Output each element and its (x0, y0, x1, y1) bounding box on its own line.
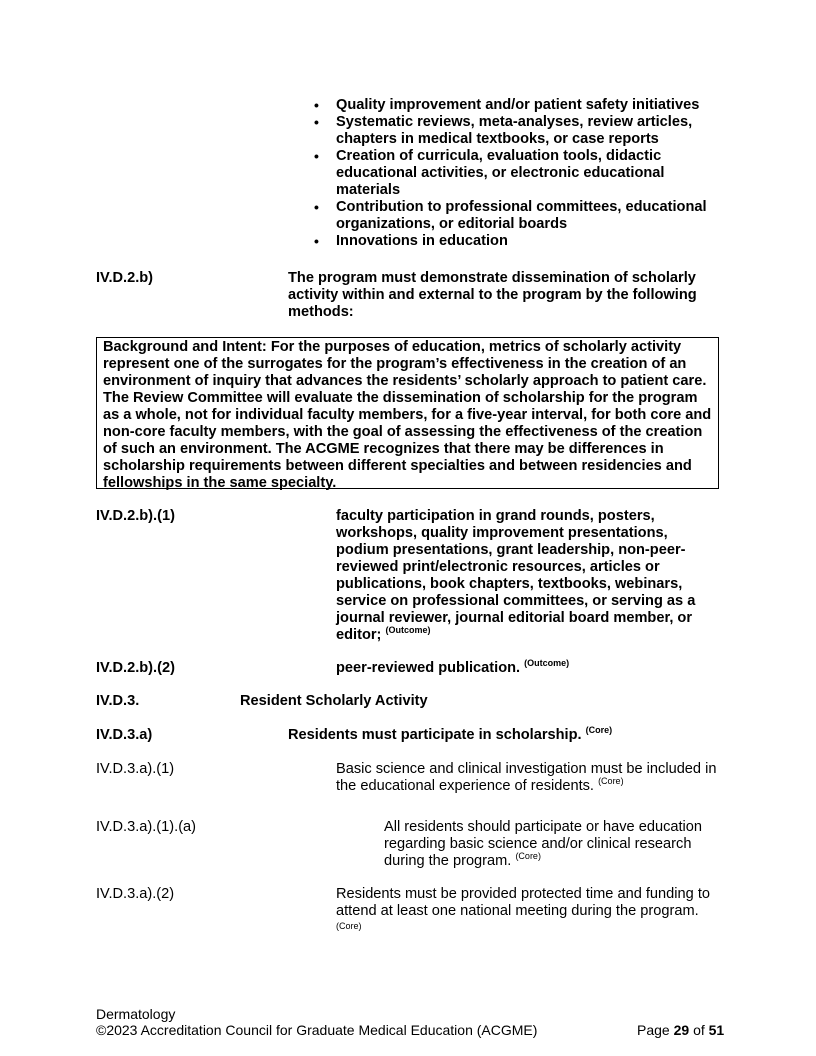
section-text: Basic science and clinical investigation must be included in the educational experience of residents. $^{(Core)}$ (336, 761, 717, 794)
section-text: Residents must participate in scholarship. $^{(Core)}$ (288, 725, 613, 743)
section-number: IV.D.3. (96, 693, 140, 709)
footer-copyright: ©2023 Accreditation Council for Graduate Medical Education (ACGME) (96, 1022, 538, 1038)
requirement-category-tag: (Core) (585, 725, 613, 735)
requirement-category-tag: (Core) (336, 921, 362, 931)
section-text: peer-reviewed publication. $^{(Outcome)}$ (336, 658, 570, 676)
bullet-item: • Systematic reviews, meta-analyses, review articles, chapters in medical textbooks, or case reports (312, 114, 722, 148)
bullet-item: • Creation of curricula, evaluation tools, didactic educational activities, or electronic educational materials (312, 148, 722, 199)
requirement-category-tag: (Outcome) (385, 625, 431, 635)
section-text: Residents must be provided protected time and funding to attend at least one national meeting during the program. (Core) (336, 886, 720, 931)
bullet-item: • Contribution to professional committees, educational organizations, or editorial boards (312, 199, 722, 233)
section-number: IV.D.2.b).(1) (96, 508, 175, 524)
section-number: IV.D.3.a).(1).(a) (96, 819, 197, 835)
section-number: IV.D.3.a) (96, 727, 153, 743)
footer-specialty: Dermatology (96, 1006, 176, 1022)
section-number: IV.D.3.a).(2) (96, 886, 175, 902)
requirement-category-tag: (Outcome) (524, 658, 570, 668)
requirement-category-tag: (Core) (515, 851, 541, 861)
section-text: faculty participation in grand rounds, posters, workshops, quality improvement presentations, podium presentations, grant leadership, non-peer-reviewed print/electronic resources, articles or publications, book chapters, textbooks, webinars, service on professional committees, or serving as a journal reviewer, journal editorial board member, or editor; $^{(Outcome)}$ (336, 508, 696, 643)
scholarly-activity-bullet-list (312, 97, 722, 250)
bullet-item: • Innovations in education (312, 233, 722, 250)
section-heading: Resident Scholarly Activity (240, 693, 428, 709)
bullet-item: • Quality improvement and/or patient safety initiatives (312, 97, 722, 114)
section-number: IV.D.2.b) (96, 270, 154, 286)
background-intent-box: Background and Intent: For the purposes of education, metrics of scholarly activity represent one of the surrogates for the program’s effectiveness in the creation of an environment of inquiry that advances the residents’ scholarly approach to patient care. The Review Committee will evaluate the dissemination of scholarship for the program as a whole, not for individual faculty members, for a five-year interval, for both core and non-core faculty members, with the goal of assessing the effectiveness of the creation of such an environment. The ACGME recognizes that there may be differences in scholarship requirements between different specialties and between residencies and fellowships in the same specialty. (96, 337, 719, 489)
section-number: IV.D.3.a).(1) (96, 761, 175, 777)
section-text: All residents should participate or have education regarding basic science and/or clinical research during the program. $^{(Core)}$ (384, 819, 703, 869)
footer-page-number: Page 29 of 51 (637, 1022, 725, 1038)
section-number: IV.D.2.b).(2) (96, 660, 175, 676)
section-text: The program must demonstrate dissemination of scholarly activity within and external to the program by the following methods: (288, 270, 697, 320)
requirement-category-tag: (Core) (598, 776, 624, 786)
